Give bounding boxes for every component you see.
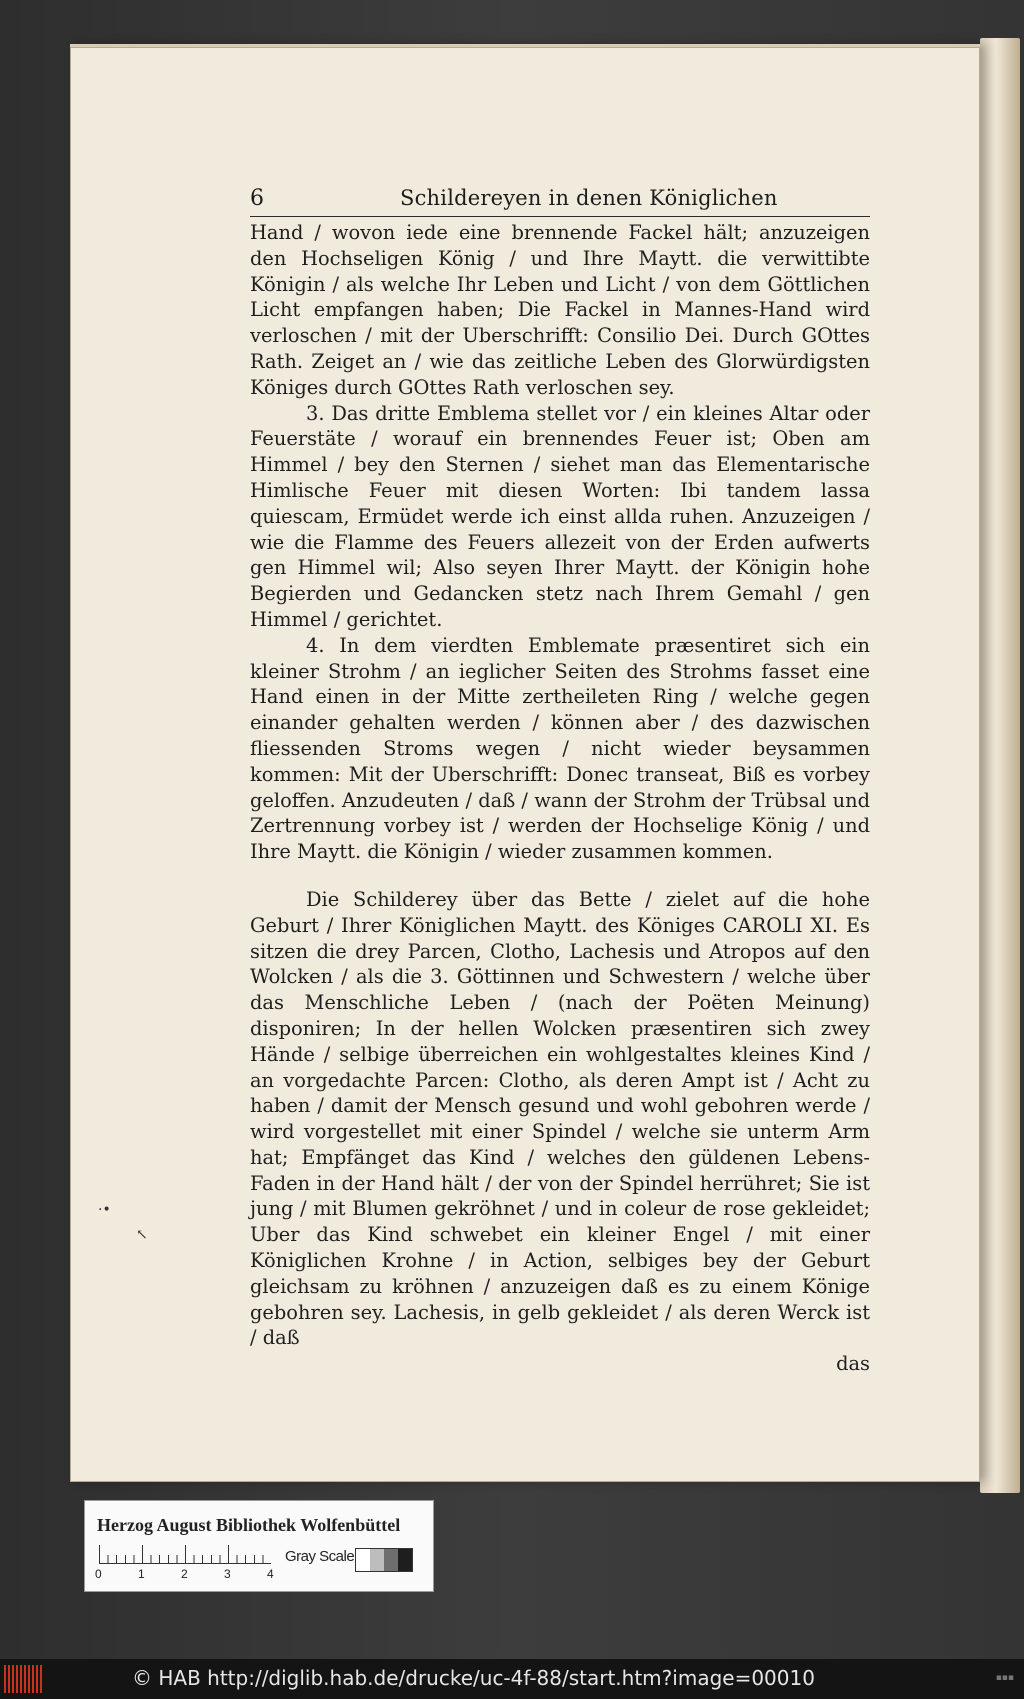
gray-swatch bbox=[398, 1549, 412, 1571]
paragraph: 4. In dem vierdten Emblemate præsentiret sich ein kleiner Strohm / an ieglicher Seiten des Strohms fasset eine Hand einen in der Mitte zertheileten Ring / welche gegen einander gehalten werden / können aber / des dazwischen fliessenden Stroms wegen / nicht wieder beysammen kommen: Mit der Uberschrifft: Donec transeat, Biß es vorbey geloffen. Anzudeuten / daß / wann der Strohm der Trübsal und Zertrennung vorbey ist / werden der Hochselige König / und Ihre Maytt. die Königin / wieder zusammen kommen. bbox=[250, 633, 870, 864]
gray-swatch bbox=[384, 1549, 398, 1571]
gray-swatch bbox=[356, 1549, 370, 1571]
paragraph: Hand / wovon iede eine brennende Fackel hält; anzuzeigen den Hochseligen König / und Ihre Maytt. die verwittibte Königin / als welche Ihr Leben und Licht / von dem Göttlichen Licht empfangen haben; Die Fackel in Mannes-Hand wird verloschen / mit der Uberschrifft: Consilio Dei. Durch GOttes Rath. Zeiget an / wie das zeitliche Leben des Glorwürdigsten Königes durch GOttes Rath verloschen sey. bbox=[250, 221, 870, 399]
running-title: Schildereyen in denen Königlichen bbox=[400, 186, 778, 210]
paragraph: Die Schilderey über das Bette / zielet auf die hohe Geburt / Ihrer Königlichen Maytt. des Königes CAROLI XI. Es sitzen die drey Parcen, Clotho, Lachesis und Atropos auf den Wolcken / als die 3. Göttinnen und Schwestern / welche über das Menschliche Leben / (nach der Poëten Meinung) disponiren; In der hellen Wolcken præsentiren sich zwey Hände / selbige überreichen ein wohlgestaltes kleines Kind / an vorgedachte Parcen: Clotho, als deren Ampt ist / Acht zu haben / damit der Mensch gesund und wohl gebohren werde / wird vorgestellet mit einer Spindel / welche sie unterm Arm hat; Empfänget das Kind / welches den güldenen Lebens-Faden in der Hand hält / der von der Spindel herrühret; Sie ist jung / mit Blumen gekröhnet / und in coleur de rose gekleidet; Uber das Kind schwebet ein kleiner Engel / mit einer Königlichen Krohne / in Action, selbiges bey der Geburt gleichsam zu kröhnen / anzuzeigen daß es zu einem Könige gebohren sey. Lachesis, in gelb gekleidet / als deren Werck ist / daß bbox=[250, 887, 870, 1350]
gray-scale-label: Gray Scale bbox=[285, 1548, 355, 1565]
ink-speck: ·• bbox=[98, 1202, 111, 1218]
ruler-number: 3 bbox=[224, 1567, 231, 1581]
paragraph: 3. Das dritte Emblema stellet vor / ein kleines Altar oder Feuerstäte / worauf ein brennendes Feuer ist; Oben am Himmel / bey den Sternen / siehet man das Elementarische Himlische Feuer mit diesen Worten: Ibi tandem lassa quiescam, Ermüdet werde ich einst allda ruhen. Anzuzeigen / wie die Flamme des Feuers allezeit von der Erden aufwerts gen Himmel wil; Also seyen Ihrer Maytt. der Königin hohe Begierden und Gedancken stetz nach Ihrem Gemahl / gen Himmel / gerichtet. bbox=[250, 401, 870, 631]
ruler-number: 4 bbox=[267, 1567, 274, 1581]
copyright-url[interactable]: © HAB http://diglib.hab.de/drucke/uc-4f-88/start.htm?image=00010 bbox=[132, 1666, 815, 1690]
ruler-number: 0 bbox=[95, 1567, 102, 1581]
color-scale-card bbox=[84, 1500, 434, 1592]
page-number: 6 bbox=[250, 186, 264, 211]
text-block bbox=[250, 220, 870, 1377]
barcode-icon bbox=[4, 1665, 44, 1693]
gray-scale-swatches bbox=[355, 1548, 413, 1572]
gray-swatch bbox=[370, 1549, 384, 1571]
corner-mark: ▪▪▪ bbox=[995, 1673, 1014, 1683]
footer-bar bbox=[0, 1659, 1024, 1699]
ruler-number: 1 bbox=[138, 1567, 145, 1581]
ruler-major-ticks bbox=[99, 1545, 271, 1563]
book-fore-edge bbox=[980, 38, 1020, 1493]
library-name: Herzog August Bibliothek Wolfenbüttel bbox=[97, 1515, 401, 1535]
ruler-number: 2 bbox=[181, 1567, 188, 1581]
catchword: das bbox=[836, 1352, 870, 1376]
running-head bbox=[250, 186, 870, 217]
ink-speck: ↖ bbox=[136, 1227, 148, 1243]
